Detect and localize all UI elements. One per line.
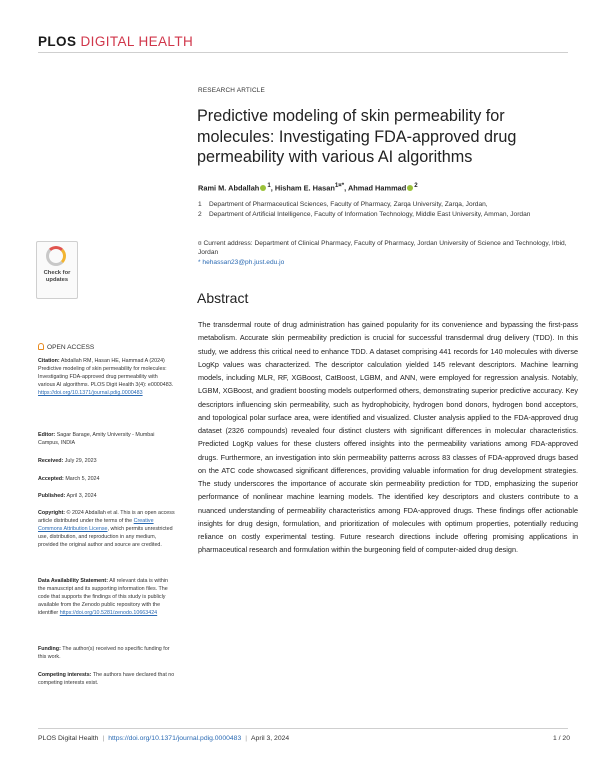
competing-interests: [38, 672, 176, 688]
footer-separator: |: [102, 735, 105, 742]
zenodo-doi-link[interactable]: https://doi.org/10.5281/zenodo.10663424: [59, 609, 158, 616]
abstract-text: The transdermal route of drug administration has gained popularity for its convenience and bypassing the first-pass metabolism. Accurate skin permeability prediction is crucial for successful transdermal drug delivery (TDD). In this study, we address this critical need to enhance TDD. A dataset comprising 441 records for 140 molecules with diverse LogKp values was characterized. The descriptor calculation yielded 145 relevant descriptors. Machine learning models, including MLR, RF, XGBoost, CatBoost, LGBM, and ANN, were employed for regression analysis. Notably, LGBM, XGBoost, and gradient boosting models outperformed others, demonstrating superior predictive accuracy. Key descriptors influencing skin permeability, such as hydrophobicity, hydrogen bond donors, hydrogen bond acceptors, and topological polar surface area, were identified and visualized. Cluster analysis applied to the FDA-approved drug dataset (2326 compounds) revealed four distinct clusters with significant differences in molecular characteristics. Predicted LogKp values for these clusters offered insights into the permeability variations among FDA-approved drugs. Furthermore, an investigation into skin permeability patterns across 83 classes of FDA-approved drugs based on the ATC code showcased significant differences, providing valuable information for drug development strategies. The study underscores the importance of accurate skin permeability prediction for TDD, emphasizing the superior performance of nonlinear machine learning models. The identified key descriptors and clusters contribute to a nuanced understanding of permeability characteristics among FDA-approved drugs. These findings offer actionable insights for drug design, formulation, and prioritization of molecules with optimum properties, potentially reducing reliance on costly experimental testing. Future research directions include offering promising applications in pharmaceutical research and formulation within the burgeoning field of computer-aided drug design.: [198, 320, 578, 555]
footer-rule: [38, 728, 568, 729]
abstract-heading: Abstract: [197, 290, 249, 306]
affiliation-number: 1: [198, 201, 202, 208]
author-list: Rami M. Abdallah $^1$, Hisham E. Hasan$^{1¤*}$, Ahmad Hammad $^2$: [198, 182, 418, 193]
journal-title: [38, 34, 193, 49]
competing-interests-text: The authors have declared that no competing interests exist.: [38, 672, 175, 686]
footer-date: April 3, 2024: [251, 735, 290, 742]
editor: [38, 432, 176, 448]
funding: [38, 646, 176, 662]
affiliation-text: Department of Artificial Intelligence, Faculty of Information Technology, Middle East University, Amman, Jordan: [209, 211, 531, 218]
affiliation-text: Department of Pharmaceutical Sciences, Faculty of Pharmacy, Zarqa University, Zarqa, Jordan,: [209, 201, 488, 208]
check-updates-label: Check for updates: [43, 270, 71, 283]
citation-text: Abdallah RM, Hasan HE, Hammad A (2024) Predictive modeling of skin permeability for molecules: Investigating FDA-approved drug permeability with various AI algorithms. PLOS Digit Health 3(4): e0000483.: [38, 358, 174, 388]
footer: [38, 735, 289, 742]
journal-plos: PLOS: [38, 34, 77, 49]
open-lock-icon: [38, 343, 44, 350]
accepted: [38, 476, 176, 484]
received: [38, 458, 176, 466]
funding-text: The author(s) received no specific funding for this work.: [38, 646, 170, 660]
data-availability: [38, 578, 176, 618]
author-marks: 2: [414, 182, 418, 189]
author-name[interactable]: Ahmad Hammad: [347, 183, 407, 193]
page-number: 1 / 20: [552, 735, 570, 742]
copyright-text-end: , which permits unrestricted use, distribution, and reproduction in any medium, provided the original author and source are credited.: [38, 525, 173, 548]
copyright: [38, 510, 176, 550]
data-availability-text: All relevant data is within the manuscript and its supporting information files. The code that supports the findings of this study is publicly available from the Zenodo public repository with the identifier: [38, 578, 168, 616]
published-label: Published:: [38, 493, 66, 499]
author-marks: 1¤*: [334, 182, 345, 189]
author-name[interactable]: Hisham E. Hasan: [274, 183, 335, 193]
accepted-label: Accepted:: [38, 476, 64, 482]
article-title: Predictive modeling of skin permeability for molecules: Investigating FDA-approved drug permeability with various AI algorithms: [197, 107, 517, 166]
current-address: ¤ Current address: Department of Clinical Pharmacy, Faculty of Pharmacy, Jordan University of Science and Technology, Irbid, Jordan: [198, 240, 567, 257]
accepted-date: March 5, 2024: [65, 476, 100, 482]
data-availability-label: Data Availability Statement:: [38, 578, 108, 584]
editor-label: Editor:: [38, 432, 56, 438]
header-rule: [38, 52, 568, 53]
open-access-text: OPEN ACCESS: [47, 344, 95, 351]
orcid-icon[interactable]: [407, 185, 413, 191]
check-for-updates-badge[interactable]: [36, 241, 78, 299]
footer-separator: |: [245, 735, 248, 742]
orcid-icon[interactable]: [260, 185, 266, 191]
author-marks: 1: [267, 182, 271, 189]
funding-label: Funding:: [38, 646, 61, 652]
check-updates-icon: [46, 246, 66, 266]
competing-interests-label: Competing interests:: [38, 672, 92, 678]
published: [38, 493, 176, 501]
author-name[interactable]: Rami M. Abdallah: [198, 183, 260, 193]
footer-doi-link[interactable]: https://doi.org/10.1371/journal.pdig.0000483: [108, 735, 242, 742]
copyright-label: Copyright:: [38, 510, 66, 516]
affiliation-number: 2: [198, 211, 202, 218]
editor-text: Sagar Barage, Amity University - Mumbai Campus, INDIA: [38, 432, 155, 446]
published-date: April 3, 2024: [66, 493, 97, 499]
license-link[interactable]: Creative Commons Attribution License: [38, 517, 154, 532]
article-type: RESEARCH ARTICLE: [198, 87, 266, 94]
affiliation-1: [198, 200, 573, 209]
received-label: Received:: [38, 458, 64, 464]
copyright-text: © 2024 Abdallah et al. This is an open access article distributed under the terms of the: [38, 510, 175, 524]
open-access-label: [38, 343, 94, 351]
received-date: July 29, 2023: [64, 458, 97, 464]
citation: [38, 358, 176, 398]
affiliation-2: [198, 210, 573, 219]
corresponding-email[interactable]: * hehassan23@ph.just.edu.jo: [198, 259, 285, 266]
citation-doi-link[interactable]: https://doi.org/10.1371/journal.pdig.0000483: [38, 389, 143, 396]
footer-journal: PLOS Digital Health: [38, 735, 99, 742]
citation-label: Citation:: [38, 358, 60, 364]
journal-name: DIGITAL HEALTH: [80, 34, 194, 49]
